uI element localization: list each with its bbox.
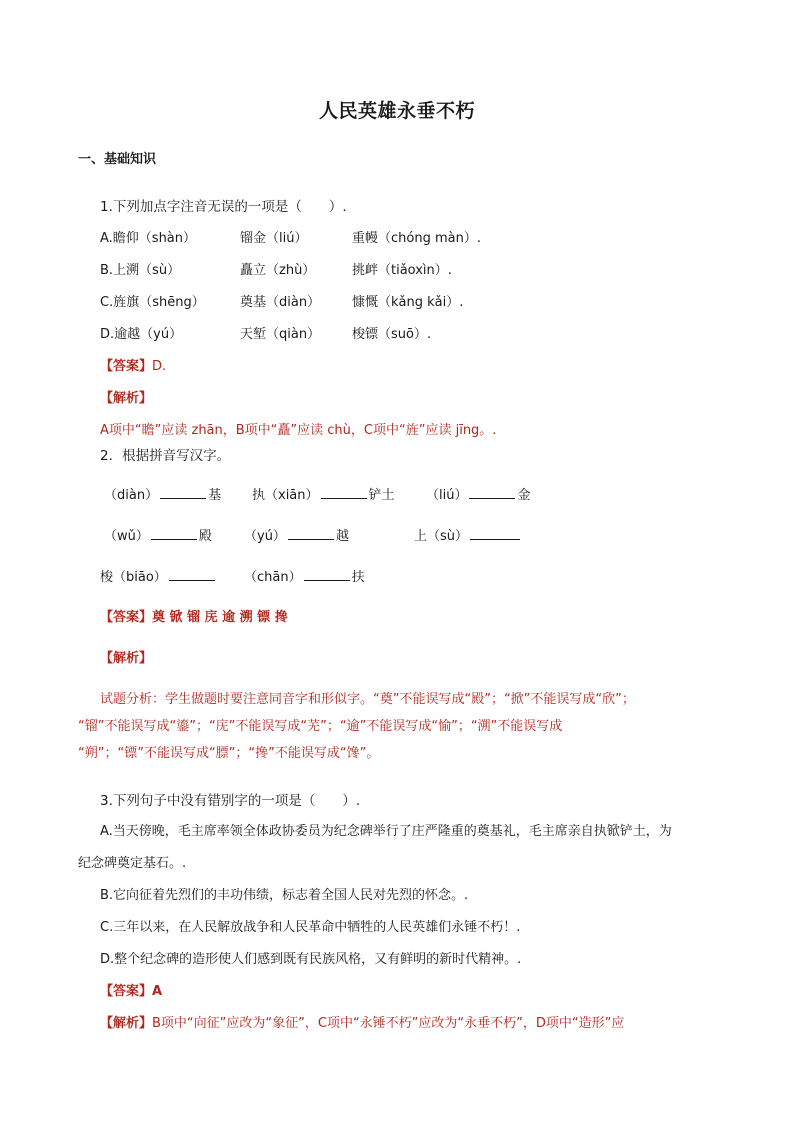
q2-item: 上（sù） <box>414 525 522 544</box>
q1-option-b-3: 挑衅（tiǎoxìn）. <box>352 263 452 278</box>
section-heading: 一、基础知识 <box>78 152 157 167</box>
q1-analysis-tag: 【解析】 <box>100 391 153 406</box>
answer-blank[interactable] <box>151 527 197 540</box>
answer-blank[interactable] <box>304 568 350 581</box>
q1-option-a-3: 重幔（chóng màn）. <box>352 231 481 246</box>
q2-item: （liú） 金 <box>426 488 531 503</box>
q1-option-a-2: 镏金（liú） <box>240 231 308 246</box>
q1-option-c-1: C.旌旗（shēng） <box>100 295 205 310</box>
q2-item: 梭（biāo） <box>100 566 217 585</box>
q1-option-d-3: 梭镖（suō）. <box>352 327 432 342</box>
q2-analysis-line-2: “镏”不能误写成“鎏”；“庑”不能误写成“芜”；“逾”不能误写成“愉”；“溯”不能误写成 <box>78 719 563 734</box>
q1-option-c-2: 奠基（diàn） <box>240 295 321 310</box>
q1-answer <box>100 355 166 374</box>
q1-stem: 1.下列加点字注音无误的一项是（ ）. <box>100 199 347 215</box>
q2-analysis-line-1: 试题分析：学生做题时要注意同音字和形似字。“奠”不能误写成“殿”；“掀”不能误写成“欣”； <box>100 692 635 707</box>
answer-text: 奠 锨 镏 庑 逾 溯 镖 搀 <box>152 610 288 625</box>
q3-analysis <box>100 1012 624 1031</box>
q2-item: （chān） 扶 <box>244 570 365 585</box>
q1-option-a-1: A.瞻仰（shàn） <box>100 231 197 246</box>
answer-text: D. <box>152 359 167 374</box>
q2-item: （yú） 越 <box>244 529 349 544</box>
q2-analysis-line-3: “朔”；“镖”不能误写成“膘”；“搀”不能误写成“馋”。 <box>78 746 380 761</box>
answer-tag: 【答案】 <box>100 359 153 374</box>
q3-answer <box>100 980 162 999</box>
q2-item: （diàn） 基 <box>104 488 222 503</box>
q1-option-d-2: 天堑（qiàn） <box>240 327 321 342</box>
q2-answer <box>100 606 288 625</box>
q3-option-d: D.整个纪念碑的造形使人们感到既有民族风格，又有鲜明的新时代精神。. <box>100 952 522 967</box>
q2-analysis-tag: 【解析】 <box>100 651 153 666</box>
q3-option-c: C.三年以来，在人民解放战争和人民革命中牺牲的人民英雄们永锤不朽！. <box>100 920 521 935</box>
q3-option-b: B.它向征着先烈们的丰功伟绩，标志着全国人民对先烈的怀念。. <box>100 888 469 903</box>
q1-option-b-1: B.上溯（sù） <box>100 263 181 278</box>
answer-blank[interactable] <box>469 486 515 499</box>
answer-text: A <box>152 984 163 999</box>
q1-analysis-text: A项中“瞻”应读 zhān，B项中“矗”应读 chù，C项中“旌”应读 jīng。. <box>100 423 497 438</box>
answer-tag: 【答案】 <box>100 984 153 999</box>
q3-stem: 3.下列句子中没有错别字的一项是（ ）. <box>100 793 361 809</box>
q1-option-c-3: 慷慨（kǎng kǎi）. <box>352 295 464 310</box>
analysis-text: B项中“向征”应改为“象征”，C项中“永锤不朽”应改为“永垂不朽”，D项中“造形”应 <box>152 1016 625 1031</box>
page-title: 人民英雄永垂不朽 <box>318 100 475 122</box>
answer-blank[interactable] <box>470 527 520 540</box>
q2-item: 执（xiān） 铲土 <box>252 488 395 503</box>
q1-option-d-1: D.逾越（yú） <box>100 327 183 342</box>
analysis-tag: 【解析】 <box>100 1016 153 1031</box>
answer-blank[interactable] <box>160 486 206 499</box>
q2-item: （wǔ） 殿 <box>104 529 212 544</box>
answer-blank[interactable] <box>169 568 215 581</box>
answer-blank[interactable] <box>321 486 367 499</box>
q3-option-a-line-2: 纪念碑奠定基石。. <box>78 856 187 871</box>
answer-tag: 【答案】 <box>100 610 153 625</box>
q2-stem: 2．根据拼音写汉字。 <box>100 448 231 464</box>
answer-blank[interactable] <box>288 527 334 540</box>
q1-option-b-2: 矗立（zhù） <box>240 263 316 278</box>
q3-option-a-line-1: A.当天傍晚，毛主席率领全体政协委员为纪念碑举行了庄严隆重的奠基礼，毛主席亲自执锨铲土，为 <box>100 824 672 839</box>
